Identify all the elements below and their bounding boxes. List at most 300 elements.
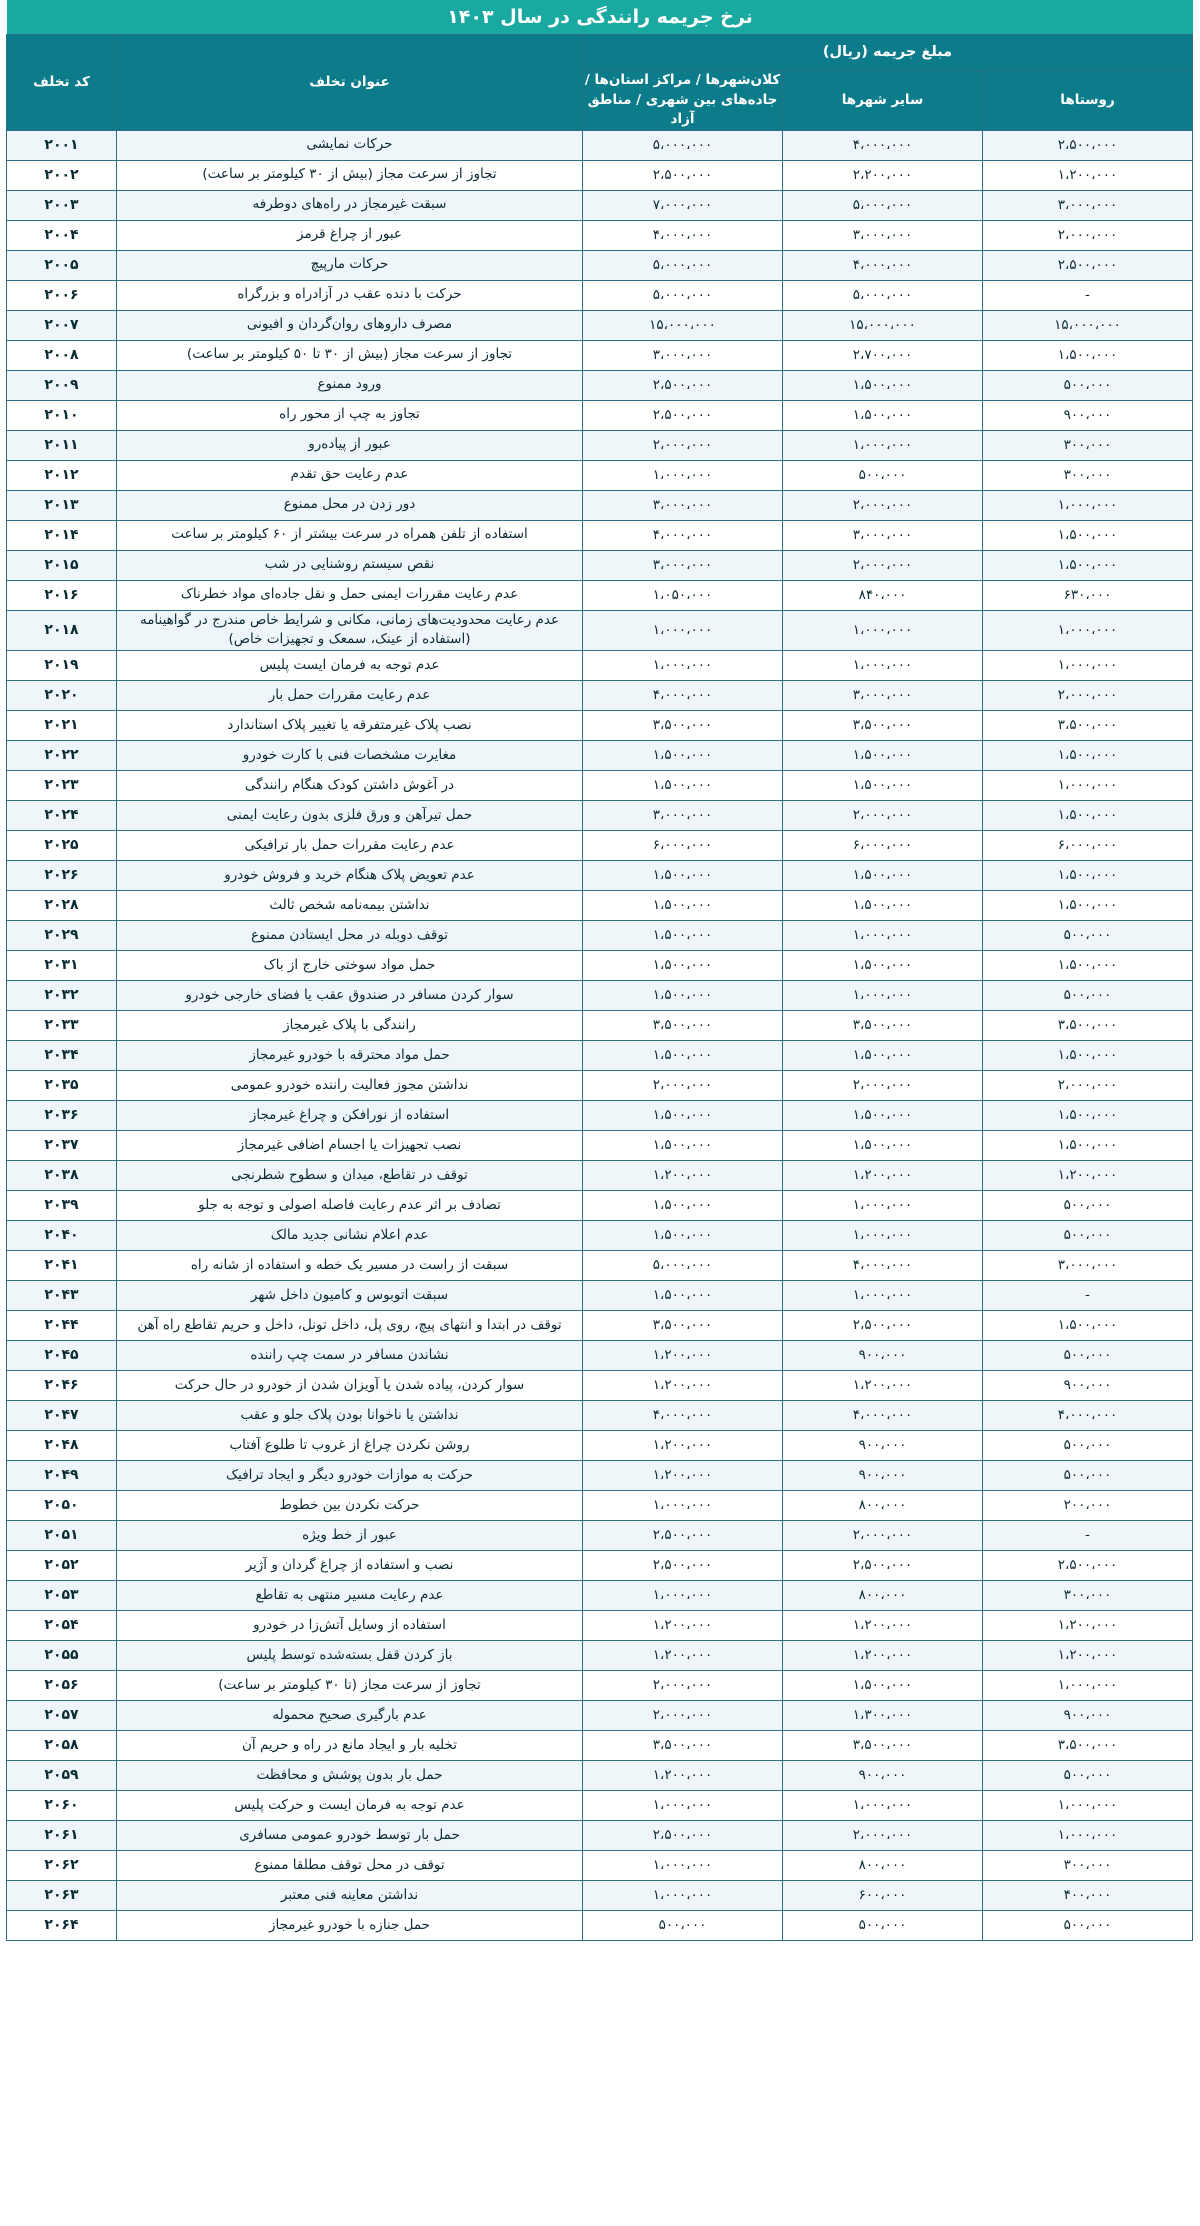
table-row xyxy=(7,680,1193,710)
cell-amount-villages: ۱،۵۰۰،۰۰۰ xyxy=(983,550,1193,580)
cell-violation-title: باز کردن قفل بسته‌شده توسط پلیس xyxy=(117,1640,583,1670)
table-row xyxy=(7,430,1193,460)
cell-amount-villages: ۱،۵۰۰،۰۰۰ xyxy=(983,860,1193,890)
cell-amount-villages: ۳،۰۰۰،۰۰۰ xyxy=(983,1250,1193,1280)
cell-amount-metro: ۱،۵۰۰،۰۰۰ xyxy=(583,980,783,1010)
table-row xyxy=(7,250,1193,280)
table-row xyxy=(7,770,1193,800)
cell-amount-metro: ۳،۵۰۰،۰۰۰ xyxy=(583,710,783,740)
cell-amount-other-cities: ۸۴۰،۰۰۰ xyxy=(783,580,983,610)
cell-amount-metro: ۲،۵۰۰،۰۰۰ xyxy=(583,1550,783,1580)
cell-amount-villages: ۴،۰۰۰،۰۰۰ xyxy=(983,1400,1193,1430)
cell-amount-other-cities: ۱،۳۰۰،۰۰۰ xyxy=(783,1700,983,1730)
cell-amount-villages: ۲،۵۰۰،۰۰۰ xyxy=(983,1550,1193,1580)
cell-violation-code: ۲۰۱۸ xyxy=(7,610,117,650)
cell-violation-code: ۲۰۰۹ xyxy=(7,370,117,400)
cell-violation-code: ۲۰۱۲ xyxy=(7,460,117,490)
cell-amount-villages: ۳۰۰،۰۰۰ xyxy=(983,1580,1193,1610)
cell-violation-title: سبقت اتوبوس و کامیون داخل شهر xyxy=(117,1280,583,1310)
cell-violation-code: ۲۰۵۲ xyxy=(7,1550,117,1580)
cell-amount-metro: ۱،۲۰۰،۰۰۰ xyxy=(583,1430,783,1460)
cell-violation-title: تجاوز به چپ از محور راه xyxy=(117,400,583,430)
cell-amount-metro: ۱،۰۰۰،۰۰۰ xyxy=(583,460,783,490)
cell-violation-code: ۲۰۲۹ xyxy=(7,920,117,950)
cell-amount-metro: ۴،۰۰۰،۰۰۰ xyxy=(583,520,783,550)
table-row xyxy=(7,370,1193,400)
cell-amount-villages: ۱،۵۰۰،۰۰۰ xyxy=(983,1310,1193,1340)
cell-violation-title: مغایرت مشخصات فنی با کارت خودرو xyxy=(117,740,583,770)
cell-violation-code: ۲۰۰۸ xyxy=(7,340,117,370)
cell-amount-other-cities: ۲،۰۰۰،۰۰۰ xyxy=(783,1070,983,1100)
column-header-other-cities: سایر شهرها xyxy=(783,71,983,131)
cell-violation-title: عدم رعایت مقررات ایمنی حمل و نقل جاده‌ای مواد خطرناک xyxy=(117,580,583,610)
cell-amount-other-cities: ۴،۰۰۰،۰۰۰ xyxy=(783,1250,983,1280)
cell-amount-villages: ۱،۵۰۰،۰۰۰ xyxy=(983,800,1193,830)
cell-violation-title: حمل مواد محترقه با خودرو غیرمجاز xyxy=(117,1040,583,1070)
cell-amount-metro: ۲،۵۰۰،۰۰۰ xyxy=(583,370,783,400)
cell-amount-other-cities: ۱،۵۰۰،۰۰۰ xyxy=(783,770,983,800)
cell-amount-metro: ۳،۰۰۰،۰۰۰ xyxy=(583,340,783,370)
cell-violation-title: نصب پلاک غیرمتفرقه یا تغییر پلاک استاندارد xyxy=(117,710,583,740)
cell-amount-metro: ۳،۵۰۰،۰۰۰ xyxy=(583,1310,783,1340)
cell-violation-title: استفاده از تلفن همراه در سرعت بیشتر از ۶۰ کیلومتر بر ساعت xyxy=(117,520,583,550)
table-row xyxy=(7,340,1193,370)
cell-violation-code: ۲۰۶۲ xyxy=(7,1850,117,1880)
cell-violation-code: ۲۰۴۴ xyxy=(7,1310,117,1340)
cell-amount-other-cities: ۵۰۰،۰۰۰ xyxy=(783,460,983,490)
cell-amount-villages: ۱،۲۰۰،۰۰۰ xyxy=(983,160,1193,190)
column-header-villages: روستاها xyxy=(983,71,1193,131)
cell-violation-title: تجاوز از سرعت مجاز (تا ۳۰ کیلومتر بر ساعت) xyxy=(117,1670,583,1700)
cell-amount-metro: ۱،۵۰۰،۰۰۰ xyxy=(583,1100,783,1130)
cell-amount-metro: ۲،۵۰۰،۰۰۰ xyxy=(583,1520,783,1550)
cell-violation-title: عدم توجه به فرمان ایست پلیس xyxy=(117,650,583,680)
cell-violation-title: عدم اعلام نشانی جدید مالک xyxy=(117,1220,583,1250)
cell-amount-other-cities: ۲،۰۰۰،۰۰۰ xyxy=(783,800,983,830)
cell-amount-villages: ۳،۰۰۰،۰۰۰ xyxy=(983,190,1193,220)
cell-violation-code: ۲۰۰۲ xyxy=(7,160,117,190)
cell-amount-other-cities: ۱،۰۰۰،۰۰۰ xyxy=(783,1790,983,1820)
cell-amount-villages: ۱،۰۰۰،۰۰۰ xyxy=(983,490,1193,520)
cell-amount-other-cities: ۱،۰۰۰،۰۰۰ xyxy=(783,610,983,650)
cell-violation-title: دور زدن در محل ممنوع xyxy=(117,490,583,520)
table-row xyxy=(7,550,1193,580)
cell-violation-code: ۲۰۳۳ xyxy=(7,1010,117,1040)
cell-violation-code: ۲۰۵۱ xyxy=(7,1520,117,1550)
table-row xyxy=(7,1340,1193,1370)
column-header-amount-group: مبلغ جریمه (ریال) xyxy=(583,35,1193,71)
table-row xyxy=(7,490,1193,520)
cell-violation-title: توقف در تقاطع، میدان و سطوح شطرنجی xyxy=(117,1160,583,1190)
cell-amount-metro: ۱،۵۰۰،۰۰۰ xyxy=(583,770,783,800)
cell-amount-other-cities: ۴،۰۰۰،۰۰۰ xyxy=(783,1400,983,1430)
cell-violation-code: ۲۰۰۵ xyxy=(7,250,117,280)
cell-amount-other-cities: ۱،۲۰۰،۰۰۰ xyxy=(783,1610,983,1640)
cell-amount-villages: ۱،۲۰۰،۰۰۰ xyxy=(983,1610,1193,1640)
cell-amount-metro: ۵،۰۰۰،۰۰۰ xyxy=(583,1250,783,1280)
cell-amount-villages: ۱،۵۰۰،۰۰۰ xyxy=(983,890,1193,920)
cell-violation-code: ۲۰۶۱ xyxy=(7,1820,117,1850)
cell-amount-other-cities: ۹۰۰،۰۰۰ xyxy=(783,1460,983,1490)
table-row xyxy=(7,1220,1193,1250)
cell-amount-other-cities: ۸۰۰،۰۰۰ xyxy=(783,1580,983,1610)
cell-amount-other-cities: ۱۵،۰۰۰،۰۰۰ xyxy=(783,310,983,340)
cell-amount-other-cities: ۱،۵۰۰،۰۰۰ xyxy=(783,890,983,920)
cell-violation-code: ۲۰۲۴ xyxy=(7,800,117,830)
column-header-code: کد تخلف xyxy=(7,35,117,131)
cell-violation-code: ۲۰۲۵ xyxy=(7,830,117,860)
cell-amount-metro: ۱،۰۰۰،۰۰۰ xyxy=(583,1850,783,1880)
cell-violation-title: تخلیه بار و ایجاد مانع در راه و حریم آن xyxy=(117,1730,583,1760)
cell-amount-metro: ۱،۰۰۰،۰۰۰ xyxy=(583,1790,783,1820)
cell-violation-code: ۲۰۴۶ xyxy=(7,1370,117,1400)
cell-amount-metro: ۴،۰۰۰،۰۰۰ xyxy=(583,220,783,250)
cell-amount-other-cities: ۶۰۰،۰۰۰ xyxy=(783,1880,983,1910)
cell-violation-title: حرکات نمایشی xyxy=(117,130,583,160)
cell-violation-title: ورود ممنوع xyxy=(117,370,583,400)
table-row xyxy=(7,130,1193,160)
cell-amount-metro: ۳،۵۰۰،۰۰۰ xyxy=(583,1010,783,1040)
fines-table xyxy=(6,34,1193,1941)
table-row xyxy=(7,610,1193,650)
table-row xyxy=(7,950,1193,980)
cell-amount-other-cities: ۲،۷۰۰،۰۰۰ xyxy=(783,340,983,370)
cell-violation-title: تصادف بر اثر عدم رعایت فاصله اصولی و توجه به جلو xyxy=(117,1190,583,1220)
cell-amount-villages: ۶،۰۰۰،۰۰۰ xyxy=(983,830,1193,860)
cell-amount-other-cities: ۳،۰۰۰،۰۰۰ xyxy=(783,680,983,710)
cell-amount-villages: ۲،۰۰۰،۰۰۰ xyxy=(983,1070,1193,1100)
table-row xyxy=(7,310,1193,340)
cell-violation-code: ۲۰۳۶ xyxy=(7,1100,117,1130)
cell-violation-code: ۲۰۴۳ xyxy=(7,1280,117,1310)
cell-violation-code: ۲۰۵۴ xyxy=(7,1610,117,1640)
cell-violation-title: عدم رعایت حق تقدم xyxy=(117,460,583,490)
table-row xyxy=(7,710,1193,740)
cell-violation-code: ۲۰۴۵ xyxy=(7,1340,117,1370)
cell-violation-title: سوار کردن، پیاده شدن یا آویزان شدن از خودرو در حال حرکت xyxy=(117,1370,583,1400)
cell-amount-metro: ۲،۰۰۰،۰۰۰ xyxy=(583,1670,783,1700)
cell-amount-metro: ۱،۲۰۰،۰۰۰ xyxy=(583,1640,783,1670)
table-row xyxy=(7,1880,1193,1910)
table-row xyxy=(7,1610,1193,1640)
table-row xyxy=(7,890,1193,920)
cell-violation-code: ۲۰۵۷ xyxy=(7,1700,117,1730)
cell-amount-other-cities: ۲،۲۰۰،۰۰۰ xyxy=(783,160,983,190)
cell-violation-code: ۲۰۴۷ xyxy=(7,1400,117,1430)
table-row xyxy=(7,1490,1193,1520)
cell-amount-villages: ۵۰۰،۰۰۰ xyxy=(983,1430,1193,1460)
table-row xyxy=(7,1460,1193,1490)
cell-violation-title: تجاوز از سرعت مجاز (بیش از ۳۰ کیلومتر بر ساعت) xyxy=(117,160,583,190)
cell-amount-other-cities: ۱،۵۰۰،۰۰۰ xyxy=(783,740,983,770)
cell-violation-code: ۲۰۱۰ xyxy=(7,400,117,430)
cell-amount-metro: ۲،۰۰۰،۰۰۰ xyxy=(583,430,783,460)
cell-amount-metro: ۱،۵۰۰،۰۰۰ xyxy=(583,1280,783,1310)
cell-amount-metro: ۲،۵۰۰،۰۰۰ xyxy=(583,160,783,190)
table-row xyxy=(7,830,1193,860)
cell-violation-code: ۲۰۳۲ xyxy=(7,980,117,1010)
cell-violation-title: نشاندن مسافر در سمت چپ راننده xyxy=(117,1340,583,1370)
cell-amount-villages: ۵۰۰،۰۰۰ xyxy=(983,1220,1193,1250)
cell-amount-metro: ۱،۵۰۰،۰۰۰ xyxy=(583,950,783,980)
cell-amount-metro: ۶،۰۰۰،۰۰۰ xyxy=(583,830,783,860)
cell-violation-title: عدم رعایت محدودیت‌های زمانی، مکانی و شرایط خاص مندرج در گواهینامه (استفاده از عینک، سمعک و تجهیزات خاص) xyxy=(117,610,583,650)
cell-violation-title: حمل بار توسط خودرو عمومی مسافری xyxy=(117,1820,583,1850)
cell-amount-villages: ۲،۵۰۰،۰۰۰ xyxy=(983,130,1193,160)
cell-amount-other-cities: ۱،۵۰۰،۰۰۰ xyxy=(783,950,983,980)
cell-violation-code: ۲۰۳۴ xyxy=(7,1040,117,1070)
table-row xyxy=(7,580,1193,610)
table-row xyxy=(7,1730,1193,1760)
cell-amount-metro: ۱،۲۰۰،۰۰۰ xyxy=(583,1610,783,1640)
cell-amount-other-cities: ۱،۲۰۰،۰۰۰ xyxy=(783,1640,983,1670)
cell-violation-code: ۲۰۲۰ xyxy=(7,680,117,710)
cell-amount-metro: ۱،۰۵۰،۰۰۰ xyxy=(583,580,783,610)
column-header-title: عنوان تخلف xyxy=(117,35,583,131)
cell-amount-villages: ۱،۲۰۰،۰۰۰ xyxy=(983,1160,1193,1190)
cell-amount-other-cities: ۸۰۰،۰۰۰ xyxy=(783,1490,983,1520)
cell-violation-title: توقف در محل توقف مطلقا ممنوع xyxy=(117,1850,583,1880)
cell-amount-metro: ۱،۲۰۰،۰۰۰ xyxy=(583,1160,783,1190)
cell-violation-code: ۲۰۱۹ xyxy=(7,650,117,680)
cell-amount-metro: ۴،۰۰۰،۰۰۰ xyxy=(583,680,783,710)
table-row xyxy=(7,1850,1193,1880)
cell-violation-title: در آغوش داشتن کودک هنگام رانندگی xyxy=(117,770,583,800)
cell-amount-metro: ۱،۲۰۰،۰۰۰ xyxy=(583,1460,783,1490)
cell-violation-title: عدم تعویض پلاک هنگام خرید و فروش خودرو xyxy=(117,860,583,890)
cell-violation-code: ۲۰۳۷ xyxy=(7,1130,117,1160)
cell-amount-villages: ۵۰۰،۰۰۰ xyxy=(983,1460,1193,1490)
cell-amount-metro: ۴،۰۰۰،۰۰۰ xyxy=(583,1400,783,1430)
table-row xyxy=(7,1910,1193,1940)
table-row xyxy=(7,920,1193,950)
cell-amount-villages: ۳،۵۰۰،۰۰۰ xyxy=(983,1730,1193,1760)
table-row xyxy=(7,860,1193,890)
cell-amount-other-cities: ۴،۰۰۰،۰۰۰ xyxy=(783,130,983,160)
cell-violation-title: حرکت به موازات خودرو دیگر و ایجاد ترافیک xyxy=(117,1460,583,1490)
cell-amount-metro: ۱،۵۰۰،۰۰۰ xyxy=(583,740,783,770)
cell-amount-villages: ۲،۰۰۰،۰۰۰ xyxy=(983,680,1193,710)
cell-amount-villages: ۱،۵۰۰،۰۰۰ xyxy=(983,520,1193,550)
cell-amount-villages: ۱،۰۰۰،۰۰۰ xyxy=(983,1820,1193,1850)
cell-violation-code: ۲۰۱۱ xyxy=(7,430,117,460)
table-row xyxy=(7,650,1193,680)
table-row xyxy=(7,400,1193,430)
cell-violation-code: ۲۰۰۴ xyxy=(7,220,117,250)
cell-amount-other-cities: ۱،۲۰۰،۰۰۰ xyxy=(783,1370,983,1400)
cell-violation-title: حرکت نکردن بین خطوط xyxy=(117,1490,583,1520)
cell-amount-metro: ۱،۵۰۰،۰۰۰ xyxy=(583,890,783,920)
cell-amount-other-cities: ۱،۰۰۰،۰۰۰ xyxy=(783,650,983,680)
cell-amount-metro: ۱،۵۰۰،۰۰۰ xyxy=(583,1190,783,1220)
cell-amount-other-cities: ۳،۵۰۰،۰۰۰ xyxy=(783,1730,983,1760)
table-row xyxy=(7,460,1193,490)
cell-violation-code: ۲۰۵۶ xyxy=(7,1670,117,1700)
cell-amount-other-cities: ۱،۰۰۰،۰۰۰ xyxy=(783,430,983,460)
cell-violation-title: تجاوز از سرعت مجاز (بیش از ۳۰ تا ۵۰ کیلومتر بر ساعت) xyxy=(117,340,583,370)
cell-amount-metro: ۳،۰۰۰،۰۰۰ xyxy=(583,550,783,580)
cell-violation-title: روشن نکردن چراغ از غروب تا طلوع آفتاب xyxy=(117,1430,583,1460)
cell-amount-villages: ۱،۵۰۰،۰۰۰ xyxy=(983,1130,1193,1160)
table-row xyxy=(7,1280,1193,1310)
cell-amount-metro: ۲،۵۰۰،۰۰۰ xyxy=(583,400,783,430)
cell-violation-title: نداشتن یا ناخوانا بودن پلاک جلو و عقب xyxy=(117,1400,583,1430)
cell-amount-villages: ۹۰۰،۰۰۰ xyxy=(983,400,1193,430)
cell-amount-villages: ۱،۰۰۰،۰۰۰ xyxy=(983,770,1193,800)
page-title: نرخ جریمه رانندگی در سال ۱۴۰۳ xyxy=(7,0,1193,34)
cell-violation-code: ۲۰۲۱ xyxy=(7,710,117,740)
cell-amount-metro: ۱،۵۰۰،۰۰۰ xyxy=(583,1130,783,1160)
cell-amount-villages: - xyxy=(983,1280,1193,1310)
cell-amount-other-cities: ۱،۵۰۰،۰۰۰ xyxy=(783,1040,983,1070)
cell-amount-villages: ۵۰۰،۰۰۰ xyxy=(983,1190,1193,1220)
cell-amount-other-cities: ۹۰۰،۰۰۰ xyxy=(783,1340,983,1370)
cell-amount-metro: ۱،۵۰۰،۰۰۰ xyxy=(583,1040,783,1070)
cell-amount-metro: ۱،۰۰۰،۰۰۰ xyxy=(583,1880,783,1910)
cell-violation-code: ۲۰۴۰ xyxy=(7,1220,117,1250)
table-row xyxy=(7,740,1193,770)
cell-violation-code: ۲۰۰۱ xyxy=(7,130,117,160)
cell-violation-code: ۲۰۱۵ xyxy=(7,550,117,580)
table-header xyxy=(7,35,1193,131)
cell-amount-other-cities: ۸۰۰،۰۰۰ xyxy=(783,1850,983,1880)
table-row xyxy=(7,1520,1193,1550)
cell-violation-title: عبور از خط ویژه xyxy=(117,1520,583,1550)
cell-amount-other-cities: ۳،۵۰۰،۰۰۰ xyxy=(783,710,983,740)
cell-violation-title: عدم بارگیری صحیح محموله xyxy=(117,1700,583,1730)
table-row xyxy=(7,1700,1193,1730)
cell-amount-other-cities: ۲،۰۰۰،۰۰۰ xyxy=(783,490,983,520)
cell-violation-title: توقف در ابتدا و انتهای پیچ، روی پل، داخل تونل، داخل و حریم تقاطع راه آهن xyxy=(117,1310,583,1340)
cell-violation-title: نقص سیستم روشنایی در شب xyxy=(117,550,583,580)
cell-amount-villages: ۱،۵۰۰،۰۰۰ xyxy=(983,340,1193,370)
cell-amount-metro: ۱،۰۰۰،۰۰۰ xyxy=(583,1490,783,1520)
cell-violation-code: ۲۰۴۸ xyxy=(7,1430,117,1460)
cell-amount-metro: ۵۰۰،۰۰۰ xyxy=(583,1910,783,1940)
table-row xyxy=(7,1370,1193,1400)
cell-violation-code: ۲۰۶۰ xyxy=(7,1790,117,1820)
cell-violation-code: ۲۰۲۲ xyxy=(7,740,117,770)
cell-amount-other-cities: ۲،۰۰۰،۰۰۰ xyxy=(783,1820,983,1850)
table-row xyxy=(7,1010,1193,1040)
cell-amount-metro: ۱،۲۰۰،۰۰۰ xyxy=(583,1370,783,1400)
cell-amount-villages: ۱،۵۰۰،۰۰۰ xyxy=(983,950,1193,980)
table-row xyxy=(7,1550,1193,1580)
cell-amount-villages: ۳۰۰،۰۰۰ xyxy=(983,1850,1193,1880)
cell-amount-villages: ۳،۵۰۰،۰۰۰ xyxy=(983,710,1193,740)
cell-amount-villages: ۶۳۰،۰۰۰ xyxy=(983,580,1193,610)
cell-violation-code: ۲۰۳۱ xyxy=(7,950,117,980)
cell-amount-other-cities: ۱،۰۰۰،۰۰۰ xyxy=(783,1280,983,1310)
table-row xyxy=(7,980,1193,1010)
table-row xyxy=(7,1250,1193,1280)
cell-violation-code: ۲۰۳۸ xyxy=(7,1160,117,1190)
cell-violation-code: ۲۰۴۹ xyxy=(7,1460,117,1490)
table-row xyxy=(7,1580,1193,1610)
cell-violation-code: ۲۰۰۶ xyxy=(7,280,117,310)
cell-violation-title: عدم رعایت مسیر منتهی به تقاطع xyxy=(117,1580,583,1610)
cell-violation-title: رانندگی با پلاک غیرمجاز xyxy=(117,1010,583,1040)
cell-amount-other-cities: ۱،۵۰۰،۰۰۰ xyxy=(783,370,983,400)
cell-amount-villages: ۱،۰۰۰،۰۰۰ xyxy=(983,610,1193,650)
cell-amount-other-cities: ۵،۰۰۰،۰۰۰ xyxy=(783,190,983,220)
cell-amount-other-cities: ۵۰۰،۰۰۰ xyxy=(783,1910,983,1940)
cell-amount-other-cities: ۱،۵۰۰،۰۰۰ xyxy=(783,860,983,890)
table-row xyxy=(7,1640,1193,1670)
table-row xyxy=(7,1820,1193,1850)
cell-amount-metro: ۳،۰۰۰،۰۰۰ xyxy=(583,490,783,520)
cell-amount-metro: ۱،۲۰۰،۰۰۰ xyxy=(583,1340,783,1370)
cell-violation-title: نصب و استفاده از چراغ گردان و آژیر xyxy=(117,1550,583,1580)
cell-amount-other-cities: ۶،۰۰۰،۰۰۰ xyxy=(783,830,983,860)
cell-violation-title: سوار کردن مسافر در صندوق عقب یا فضای خارجی خودرو xyxy=(117,980,583,1010)
cell-violation-code: ۲۰۵۳ xyxy=(7,1580,117,1610)
cell-violation-code: ۲۰۵۰ xyxy=(7,1490,117,1520)
cell-amount-metro: ۱،۰۰۰،۰۰۰ xyxy=(583,610,783,650)
cell-violation-title: حرکات مارپیچ xyxy=(117,250,583,280)
cell-amount-villages: ۲،۰۰۰،۰۰۰ xyxy=(983,220,1193,250)
table-row xyxy=(7,1040,1193,1070)
table-row xyxy=(7,1070,1193,1100)
cell-amount-metro: ۱،۵۰۰،۰۰۰ xyxy=(583,860,783,890)
table-row xyxy=(7,1100,1193,1130)
cell-amount-metro: ۲،۰۰۰،۰۰۰ xyxy=(583,1070,783,1100)
table-row xyxy=(7,520,1193,550)
cell-amount-metro: ۱،۰۰۰،۰۰۰ xyxy=(583,650,783,680)
cell-violation-title: عدم رعایت مقررات حمل بار ترافیکی xyxy=(117,830,583,860)
cell-amount-other-cities: ۲،۰۰۰،۰۰۰ xyxy=(783,1520,983,1550)
cell-amount-villages: ۱۵،۰۰۰،۰۰۰ xyxy=(983,310,1193,340)
cell-amount-villages: ۱،۵۰۰،۰۰۰ xyxy=(983,1040,1193,1070)
cell-amount-metro: ۲،۵۰۰،۰۰۰ xyxy=(583,1820,783,1850)
cell-amount-metro: ۱۵،۰۰۰،۰۰۰ xyxy=(583,310,783,340)
cell-amount-other-cities: ۳،۰۰۰،۰۰۰ xyxy=(783,520,983,550)
table-body xyxy=(7,130,1193,1940)
table-row xyxy=(7,1160,1193,1190)
cell-amount-villages: ۳۰۰،۰۰۰ xyxy=(983,460,1193,490)
table-row xyxy=(7,1430,1193,1460)
cell-violation-code: ۲۰۲۶ xyxy=(7,860,117,890)
cell-amount-other-cities: ۱،۵۰۰،۰۰۰ xyxy=(783,400,983,430)
cell-violation-code: ۲۰۱۳ xyxy=(7,490,117,520)
cell-violation-code: ۲۰۴۱ xyxy=(7,1250,117,1280)
table-row xyxy=(7,1790,1193,1820)
cell-amount-villages: - xyxy=(983,280,1193,310)
cell-amount-villages: ۱،۰۰۰،۰۰۰ xyxy=(983,650,1193,680)
cell-amount-metro: ۱،۵۰۰،۰۰۰ xyxy=(583,920,783,950)
cell-violation-title: سبقت غیرمجاز در راه‌های دوطرفه xyxy=(117,190,583,220)
cell-violation-code: ۲۰۳۵ xyxy=(7,1070,117,1100)
cell-amount-other-cities: ۱،۵۰۰،۰۰۰ xyxy=(783,1130,983,1160)
cell-amount-metro: ۳،۰۰۰،۰۰۰ xyxy=(583,800,783,830)
cell-amount-other-cities: ۱،۰۰۰،۰۰۰ xyxy=(783,980,983,1010)
cell-amount-villages: - xyxy=(983,1520,1193,1550)
table-row xyxy=(7,1190,1193,1220)
cell-violation-title: استفاده از نورافکن و چراغ غیرمجاز xyxy=(117,1100,583,1130)
cell-violation-title: حرکت با دنده عقب در آزادراه و بزرگراه xyxy=(117,280,583,310)
cell-violation-code: ۲۰۱۴ xyxy=(7,520,117,550)
cell-amount-metro: ۱،۵۰۰،۰۰۰ xyxy=(583,1220,783,1250)
cell-amount-other-cities: ۵،۰۰۰،۰۰۰ xyxy=(783,280,983,310)
cell-violation-title: حمل بار بدون پوشش و محافظت xyxy=(117,1760,583,1790)
cell-violation-title: نداشتن مجوز فعالیت راننده خودرو عمومی xyxy=(117,1070,583,1100)
cell-amount-villages: ۱،۲۰۰،۰۰۰ xyxy=(983,1640,1193,1670)
cell-amount-metro: ۱،۲۰۰،۰۰۰ xyxy=(583,1760,783,1790)
cell-amount-metro: ۵،۰۰۰،۰۰۰ xyxy=(583,280,783,310)
cell-violation-code: ۲۰۶۴ xyxy=(7,1910,117,1940)
cell-amount-metro: ۷،۰۰۰،۰۰۰ xyxy=(583,190,783,220)
cell-violation-code: ۲۰۱۶ xyxy=(7,580,117,610)
